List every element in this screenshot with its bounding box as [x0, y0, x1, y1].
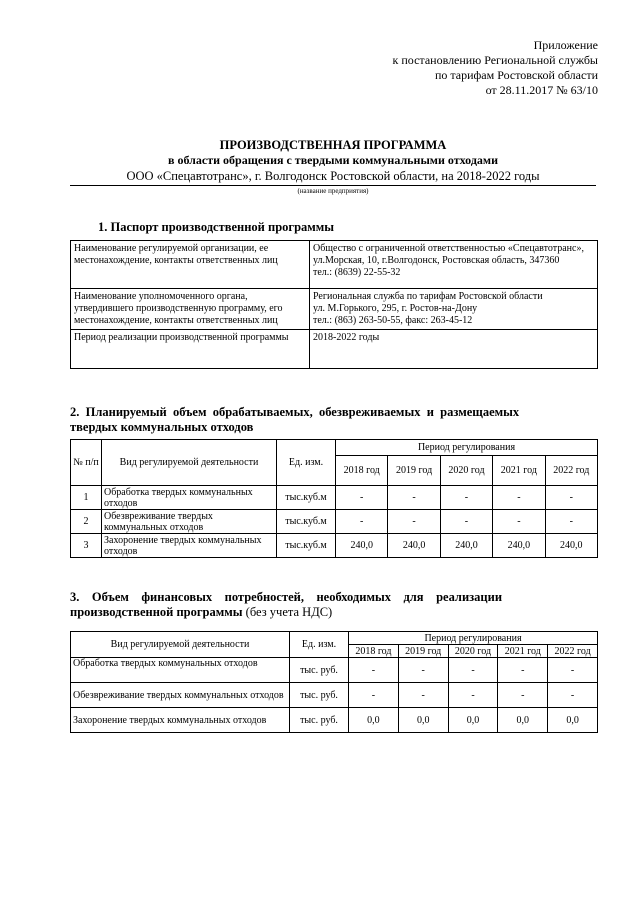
cell-value: - — [336, 510, 388, 534]
cell-activity: Обезвреживание твердых коммунальных отходов — [71, 683, 290, 708]
cell-value: 240,0 — [388, 534, 440, 558]
passport-value — [310, 330, 598, 369]
cell-value: 240,0 — [493, 534, 545, 558]
cell-activity: Обработка твердых коммунальных отходов — [102, 486, 277, 510]
cell-value: - — [493, 486, 545, 510]
cell-value: - — [349, 658, 399, 683]
cell-activity: Обезвреживание твердых коммунальных отходов — [102, 510, 277, 534]
table-row — [71, 241, 598, 289]
cell-activity: Захоронение твердых коммунальных отходов — [102, 534, 277, 558]
cell-value: - — [498, 683, 548, 708]
passport-label: Наименование уполномоченного органа, утвердившего производственную программу, его местонахождение, контакты ответственных лиц — [71, 289, 310, 330]
cell-activity: Захоронение твердых коммунальных отходов — [71, 708, 290, 733]
cell-value: - — [545, 486, 597, 510]
cell-value: 0,0 — [398, 708, 448, 733]
appendix-line: Приложение — [533, 38, 598, 52]
col-header-activity: Вид регулируемой деятельности — [102, 440, 277, 486]
passport-value-line: ул.Морская, 10, г.Волгодонск, Ростовская область, 347360 — [313, 255, 560, 266]
cell-num: 1 — [71, 486, 102, 510]
cell-value: - — [548, 658, 598, 683]
title-sub: в области обращения с твердыми коммунальными отходами — [167, 153, 498, 167]
table-row — [71, 683, 598, 708]
cell-value: - — [398, 658, 448, 683]
table-header-row — [71, 632, 598, 645]
col-header-activity: Вид регулируемой деятельности — [71, 632, 290, 658]
passport-value-line: тел.: (8639) 22-55-32 — [313, 267, 401, 278]
cell-value: - — [398, 683, 448, 708]
table-header-row — [71, 440, 598, 456]
cell-unit: тыс.куб.м — [277, 486, 336, 510]
col-header-year: 2022 год — [548, 645, 598, 658]
section1-heading: 1. Паспорт производственной программы — [98, 220, 335, 234]
cell-value: - — [448, 683, 498, 708]
col-header-period: Период регулирования — [336, 440, 598, 456]
cell-value: - — [548, 683, 598, 708]
cell-value: - — [545, 510, 597, 534]
col-header-year: 2019 год — [388, 456, 440, 486]
section3-heading — [70, 590, 596, 620]
section3-heading-bold: производственной программы — [70, 605, 243, 619]
passport-value — [310, 289, 598, 330]
cell-value: 240,0 — [336, 534, 388, 558]
cell-value: 0,0 — [498, 708, 548, 733]
cell-value: 240,0 — [440, 534, 492, 558]
cell-value: - — [493, 510, 545, 534]
cell-unit: тыс.куб.м — [277, 534, 336, 558]
passport-table — [70, 240, 598, 369]
passport-value-line: тел.: (863) 263-50-55, факс: 263-45-12 — [313, 315, 473, 326]
cell-num: 2 — [71, 510, 102, 534]
passport-value-line: ул. М.Горького, 295, г. Ростов-на-Дону — [313, 303, 478, 314]
cell-value: - — [388, 510, 440, 534]
col-header-period: Период регулирования — [349, 632, 598, 645]
cell-value: - — [440, 510, 492, 534]
section3-heading-rest: (без учета НДС) — [242, 605, 333, 619]
col-header-unit: Ед. изм. — [290, 632, 349, 658]
section2-heading-line: твердых коммунальных отходов — [70, 420, 254, 434]
col-header-year: 2018 год — [336, 456, 388, 486]
section3-heading-line: 3. Объем финансовых потребностей, необходимых для реализации — [70, 590, 503, 604]
passport-value-line: Общество с ограниченной ответственностью «Спецавтотранс», — [313, 243, 584, 254]
passport-label: Период реализации производственной программы — [71, 330, 310, 369]
passport-label: Наименование регулируемой организации, ее местонахождение, контакты ответственных лиц — [71, 241, 310, 289]
cell-activity: Обработка твердых коммунальных отходов — [71, 658, 290, 683]
table-row — [71, 289, 598, 330]
cell-value: - — [448, 658, 498, 683]
col-header-year: 2022 год — [545, 456, 597, 486]
cell-unit: тыс. руб. — [290, 708, 349, 733]
cell-value: 240,0 — [545, 534, 597, 558]
cell-value: - — [498, 658, 548, 683]
passport-value-line: Региональная служба по тарифам Ростовской области — [313, 291, 543, 302]
appendix-block — [393, 38, 598, 98]
appendix-line: по тарифам Ростовской области — [434, 68, 598, 82]
title-org: ООО «Спецавтотранс», г. Волгодонск Ростовской области, на 2018-2022 годы — [70, 168, 596, 186]
table-row — [71, 330, 598, 369]
section2-heading-line: 2. Планируемый объем обрабатываемых, обезвреживаемых и размещаемых — [70, 405, 520, 419]
title-caption: (название предприятия) — [297, 187, 369, 195]
cell-value: - — [349, 683, 399, 708]
cell-num: 3 — [71, 534, 102, 558]
document-title — [70, 137, 596, 196]
cell-value: 0,0 — [448, 708, 498, 733]
table-row — [71, 510, 598, 534]
col-header-num: № п/п — [71, 440, 102, 486]
col-header-year: 2021 год — [498, 645, 548, 658]
table-row — [71, 486, 598, 510]
cell-unit: тыс. руб. — [290, 658, 349, 683]
appendix-line: к постановлению Региональной службы — [392, 53, 598, 67]
col-header-year: 2020 год — [448, 645, 498, 658]
col-header-year: 2019 год — [398, 645, 448, 658]
table-row — [71, 534, 598, 558]
section3-heading-line — [70, 605, 596, 620]
appendix-date: от 28.11.2017 № 63/10 — [485, 83, 598, 97]
cell-unit: тыс.куб.м — [277, 510, 336, 534]
cell-value: - — [440, 486, 492, 510]
col-header-unit: Ед. изм. — [277, 440, 336, 486]
passport-value-line: 2018-2022 годы — [313, 332, 380, 343]
col-header-year: 2020 год — [440, 456, 492, 486]
section2-heading — [70, 405, 596, 435]
cell-value: - — [388, 486, 440, 510]
passport-value — [310, 241, 598, 289]
cell-value: 0,0 — [548, 708, 598, 733]
cell-value: 0,0 — [349, 708, 399, 733]
col-header-year: 2018 год — [349, 645, 399, 658]
col-header-year: 2021 год — [493, 456, 545, 486]
cell-value: - — [336, 486, 388, 510]
cell-unit: тыс. руб. — [290, 683, 349, 708]
volume-table — [70, 439, 598, 558]
title-main: ПРОИЗВОДСТВЕННАЯ ПРОГРАММА — [219, 138, 447, 152]
finance-table — [70, 631, 598, 733]
table-row — [71, 708, 598, 733]
table-row — [71, 658, 598, 683]
